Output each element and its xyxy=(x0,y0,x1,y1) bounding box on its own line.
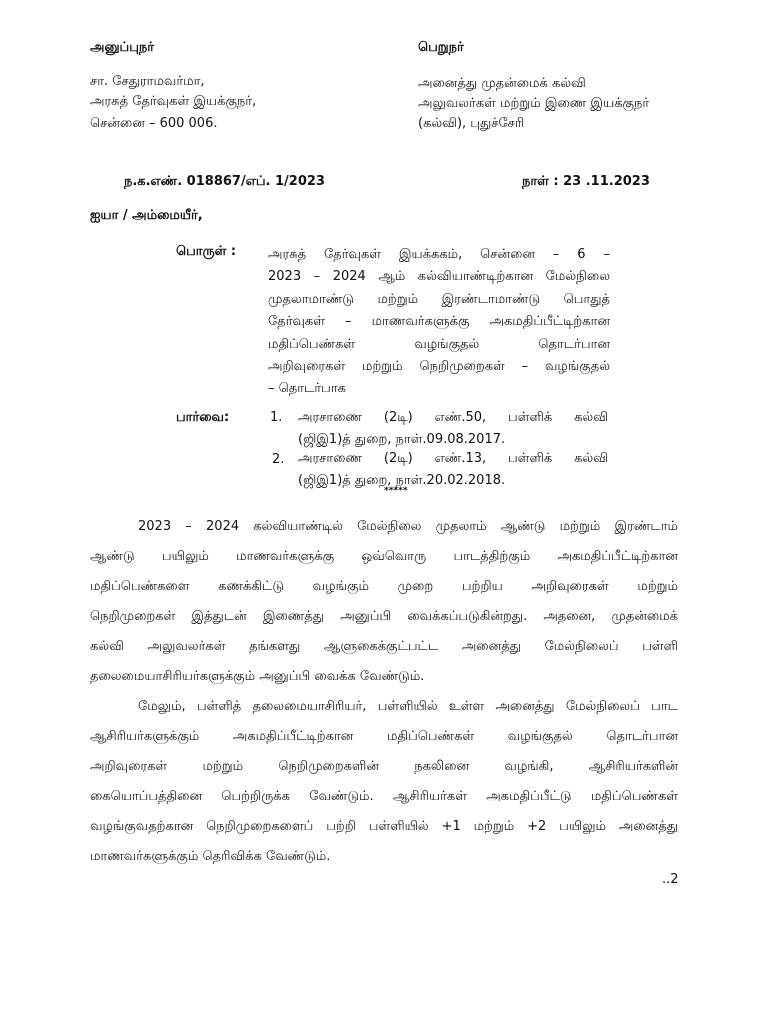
sender-heading: அனுப்புநர் xyxy=(90,40,155,55)
reference-item-2 xyxy=(298,448,608,492)
paragraph-line: கல்வி அலுவலர்கள் தங்களது ஆளுகைக்குட்பட்ட அனைத்து மேல்நிலைப் பள்ளி xyxy=(90,639,678,654)
separator: ***** xyxy=(384,486,408,496)
paragraph-line: வழங்குவதற்கான நெறிமுறைகளைப் பற்றி பள்ளியில் +1 மற்றும் +2 பயிலும் அனைத்து xyxy=(90,819,678,834)
subject-label: பொருள் : xyxy=(176,244,237,259)
paragraph-line: மதிப்பெண்களை கணக்கிட்டு வழங்கும் முறை பற்றிய அறிவுரைகள் மற்றும் xyxy=(90,579,678,594)
references-label: பார்வை: xyxy=(176,410,230,425)
recipient-line-1: அனைத்து முதன்மைக் கல்வி xyxy=(418,76,586,91)
subject-line: அறிவுரைகள் மற்றும் நெறிமுறைகள் – வழங்குதல் xyxy=(268,359,610,375)
sender-designation: அரசுத் தேர்வுகள் இயக்குநர், xyxy=(90,94,257,109)
letter-date: நாள் : 23 .11.2023 xyxy=(522,174,650,189)
subject-line: மதிப்பெண்கள் வழங்குதல் தொடர்பான xyxy=(268,336,610,352)
paragraph-line: கையொப்பத்தினை பெற்றிருக்க வேண்டும். ஆசிரியர்கள் அகமதிப்பீட்டு மதிப்பெண்கள் xyxy=(90,789,678,804)
sender-address: சென்னை – 600 006. xyxy=(90,116,218,131)
reference-line: (ஜிஇ1)த் துறை, நாள்.20.02.2018. xyxy=(298,473,506,488)
paragraph-line: நெறிமுறைகள் இத்துடன் இணைத்து அனுப்பி வைக்கப்படுகின்றது. அதனை, முதன்மைக் xyxy=(90,609,678,624)
reference-number-2: 2. xyxy=(272,452,285,467)
body-paragraph-2 xyxy=(90,692,678,872)
body-paragraph-1 xyxy=(90,512,678,692)
reference-number: ந.க.எண். 018867/எப். 1/2023 xyxy=(124,174,325,189)
paragraph-line: மாணவர்களுக்கும் தெரிவிக்க வேண்டும். xyxy=(90,849,331,864)
reference-line: அரசாணை (2டி) எண்.13, பள்ளிக் கல்வி xyxy=(298,451,608,466)
sender-name: சா. சேதுராமவர்மா, xyxy=(90,74,205,89)
recipient-line-2: அலுவலர்கள் மற்றும் இணை இயக்குநர் xyxy=(418,96,650,111)
reference-line: அரசாணை (2டி) எண்.50, பள்ளிக் கல்வி xyxy=(298,410,608,425)
subject-line: – தொடர்பாக xyxy=(268,381,346,397)
page-continuation: ..2 xyxy=(662,872,679,887)
reference-item-1 xyxy=(298,407,608,451)
paragraph-line: ஆசிரியர்களுக்கும் அகமதிப்பீட்டிற்கான மதிப்பெண்கள் வழங்குதல் தொடர்பான xyxy=(90,729,678,744)
paragraph-line: ஆண்டு பயிலும் மாணவர்களுக்கு ஒவ்வொரு பாடத்திற்கும் அகமதிப்பீட்டிற்கான xyxy=(90,549,678,564)
recipient-line-3: (கல்வி), புதுச்சேரி xyxy=(418,116,525,131)
subject-line: முதலாமாண்டு மற்றும் இரண்டாமாண்டு பொதுத் xyxy=(268,291,610,307)
reference-line: (ஜிஇ1)த் துறை, நாள்.09.08.2017. xyxy=(298,432,506,447)
reference-number-1: 1. xyxy=(270,410,283,425)
subject-line: தேர்வுகள் – மாணவர்களுக்கு அகமதிப்பீட்டிற்கான xyxy=(268,314,610,330)
paragraph-line: மேலும், பள்ளித் தலைமையாசிரியர், பள்ளியில் உள்ள அனைத்து மேல்நிலைப் பாட xyxy=(138,699,678,714)
paragraph-line: தலைமையாசிரியர்களுக்கும் அனுப்பி வைக்க வேண்டும். xyxy=(90,669,425,684)
paragraph-line: அறிவுரைகள் மற்றும் நெறிமுறைகளின் நகலினை வழங்கி, ஆசிரியர்களின் xyxy=(90,759,678,774)
salutation: ஐயா / அம்மையீர், xyxy=(90,208,203,223)
subject-line: அரசுத் தேர்வுகள் இயக்ககம், சென்னை – 6 – xyxy=(268,247,610,262)
subject-line: 2023 – 2024 ஆம் கல்வியாண்டிற்கான மேல்நிலை xyxy=(268,269,610,285)
subject-text xyxy=(268,244,610,401)
recipient-heading: பெறுநர் xyxy=(418,40,464,55)
paragraph-line: 2023 – 2024 கல்வியாண்டில் மேல்நிலை முதலாம் ஆண்டு மற்றும் இரண்டாம் xyxy=(138,519,678,534)
